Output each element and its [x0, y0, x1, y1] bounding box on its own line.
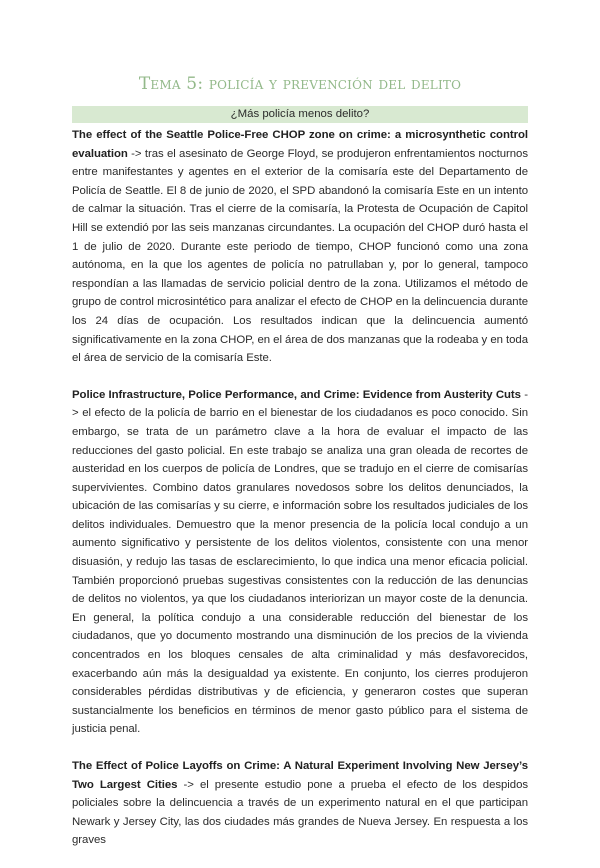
- paper-summary: -> el presente estudio pone a prueba el efecto de los despidos policiales sobre la delincuencia a través de un experimento natural en el que participan Newark y Jersey City, las dos ciudades más grandes de Nueva Jersey. En respuesta a los graves: [72, 778, 529, 847]
- page-title: Tema 5: policía y prevención del delito: [138, 74, 462, 94]
- paper-summary: -> tras el asesinato de George Floyd, se produjeron enfrentamientos nocturnos entre manifestantes y agentes en el exterior de la comisaría este del Departamento de Policía de Seattle. El 8 de junio de 2020, el SPD abandonó la comisaría Este en un intento de calmar la situación. Tras el cierre de la comisaría, la Protesta de Ocupación de Capitol Hill se extendió por las seis manzanas circundantes. La ocupación del CHOP duró hasta el 1 de julio de 2020. Durante este periodo de tiempo, CHOP funcionó como una zona autónoma, en la que los agentes de policía no patrullaban y, por lo general, tampoco respondían a las llamadas de servicio policial dentro de la zona. Utilizamos el método de grupo de control microsintético para analizar el efecto de CHOP en la delincuencia durante los 24 días de ocupación. Los resultados indican que la delincuencia aumentó significativamente en la zona CHOP, en el área de dos manzanas que la rodeaba y en toda el área de servicio de la comisaría Este.: [72, 147, 528, 365]
- paper-summary: -> el efecto de la policía de barrio en el bienestar de los ciudadanos es poco conocido. Sin embargo, se trata de un parámetro clave a la hora de evaluar el impacto de las reducciones del gasto policial. En este trabajo se analiza una gran oleada de recortes de austeridad en los cuerpos de policía de Londres, que se tradujo en el cierre de comisarías supervivientes. Combino datos granulares novedosos sobre los delitos denunciados, la ubicación de las comisarías y su cierre, e información sobre los resultados judiciales de los delitos individuales. Demuestro que la menor presencia de la policía local condujo a un aumento significativo y persistente de los delitos violentos, consistente con una menor disuasión, y redujo las tasas de esclarecimiento, lo que indica una menor eficacia policial. También proporcionó pruebas sugestivas consistentes con la reducción de las denuncias de delitos no violentos, ya que los ciudadanos interiorizan un mayor coste de la denuncia. En general, la política condujo a una considerable reducción del bienestar de los ciudadanos, que yo documento mostrando una disminución de los precios de la vivienda concentrados en los bloques censales de alta criminalidad y más desfavorecidos, exacerbando aún más la desigualdad ya existente. En conjunto, los cierres produjeron considerables pérdidas distributivas y de eficiencia, y generaron costes que superan sustancialmente los beneficios en términos de menor gasto público para el sistema de justicia penal.: [72, 388, 528, 736]
- paragraph-chop: [72, 126, 528, 368]
- paper-title: Police Infrastructure, Police Performance, and Crime: Evidence from Austerity Cuts: [72, 388, 521, 401]
- paper-title: The effect of the Seattle Police-Free CHOP zone on crime: a microsynthetic control evaluation: [72, 129, 528, 160]
- document-body: [72, 106, 528, 868]
- paragraph-austerity: [72, 386, 528, 739]
- paragraph-layoffs: [72, 757, 528, 850]
- section-heading: ¿Más policía menos delito?: [72, 106, 528, 123]
- paper-title: The Effect of Police Layoffs on Crime: A Natural Experiment Involving New Jersey’s Two Largest Cities: [72, 760, 528, 791]
